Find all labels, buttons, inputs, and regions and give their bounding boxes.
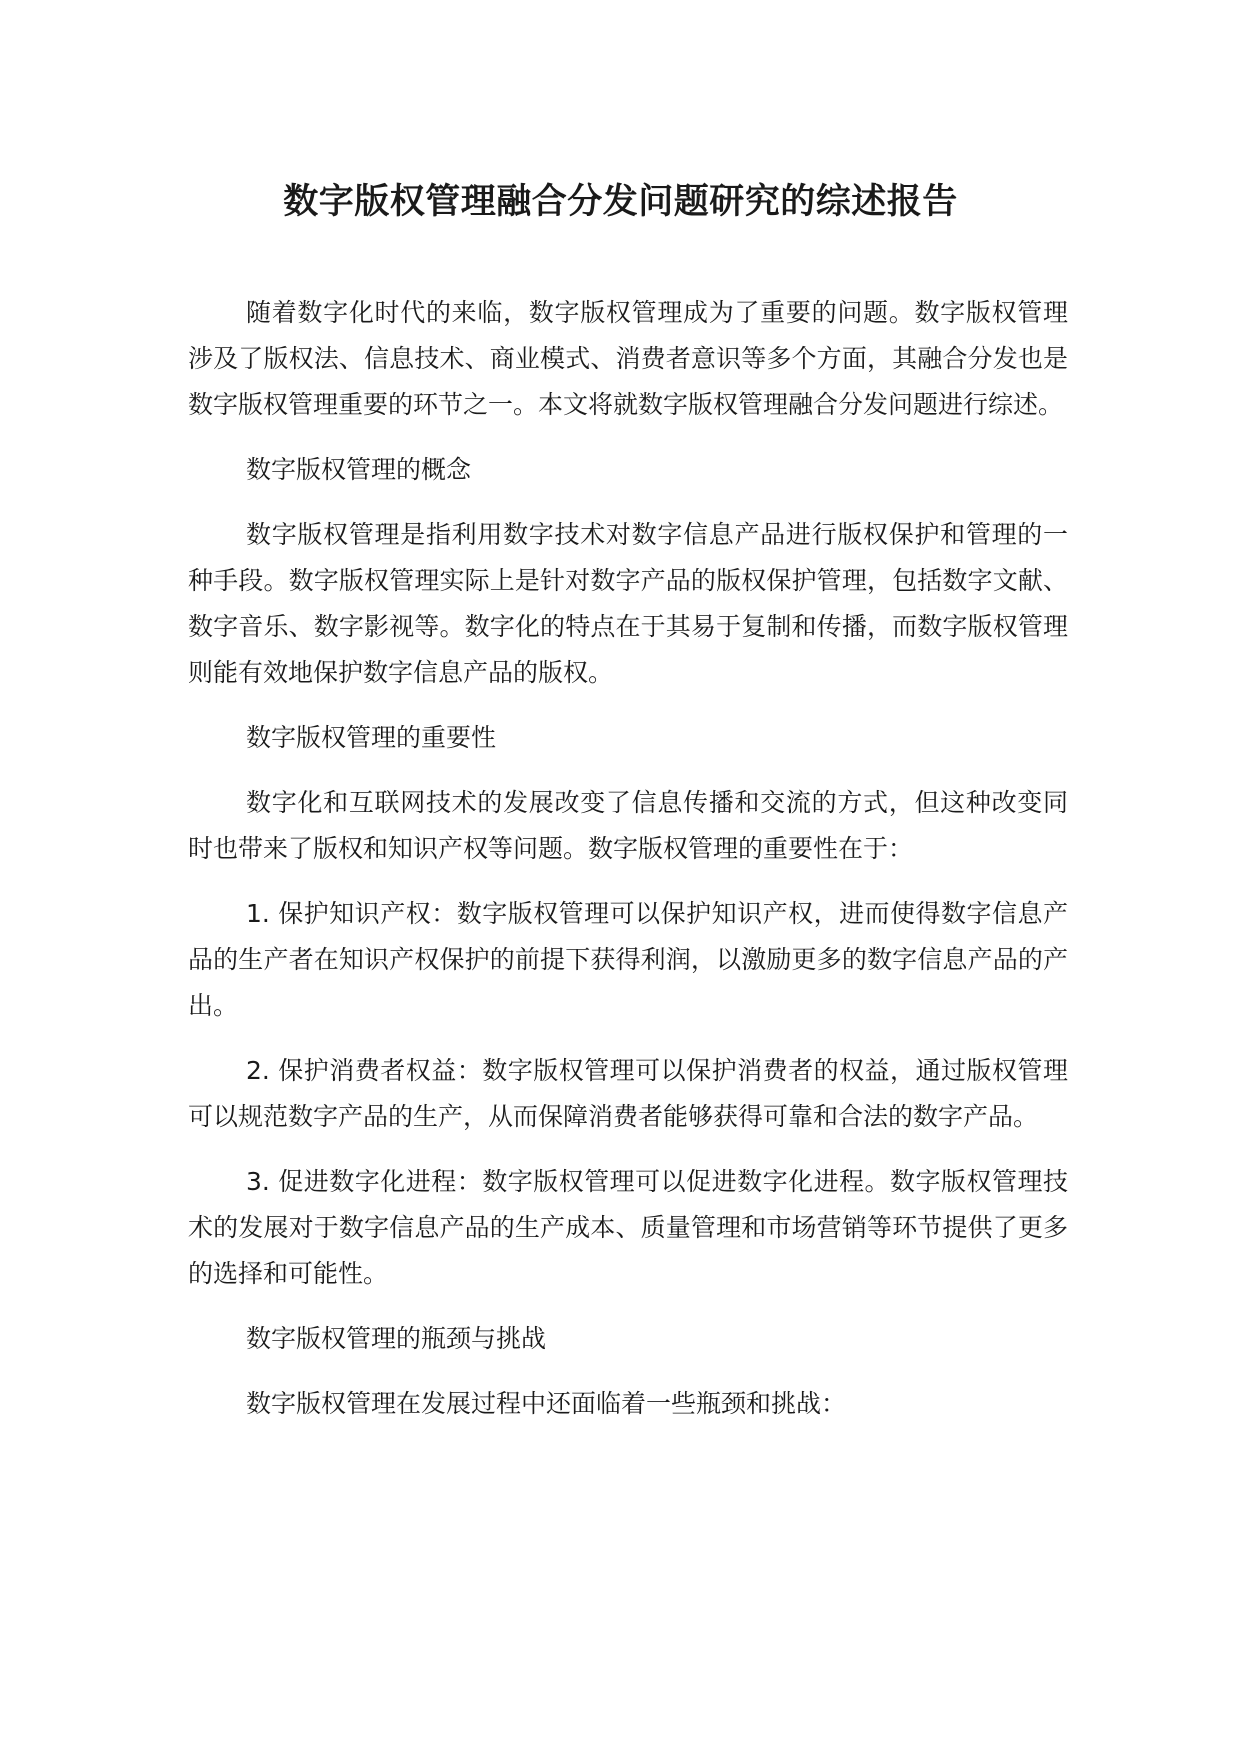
list-item-protect-consumers: 2. 保护消费者权益：数字版权管理可以保护消费者的权益，通过版权管理可以规范数字产品的生产，从而保障消费者能够获得可靠和合法的数字产品。 — [188, 1056, 1068, 1131]
section-heading-challenges: 数字版权管理的瓶颈与挑战 — [246, 1324, 547, 1353]
list-item-protect-ip: 1. 保护知识产权：数字版权管理可以保护知识产权，进而使得数字信息产品的生产者在知识产权保护的前提下获得利润，以激励更多的数字信息产品的产出。 — [188, 899, 1068, 1020]
intro-paragraph: 随着数字化时代的来临，数字版权管理成为了重要的问题。数字版权管理涉及了版权法、信息技术、商业模式、消费者意识等多个方面，其融合分发也是数字版权管理重要的环节之一。本文将就数字版权管理融合分发问题进行综述。 — [188, 298, 1068, 419]
document-body — [188, 290, 1068, 1446]
importance-paragraph: 数字化和互联网技术的发展改变了信息传播和交流的方式，但这种改变同时也带来了版权和知识产权等问题。数字版权管理的重要性在于： — [188, 788, 1068, 863]
section-heading-importance: 数字版权管理的重要性 — [246, 723, 497, 752]
document-title: 数字版权管理融合分发问题研究的综述报告 — [283, 182, 958, 222]
challenges-paragraph: 数字版权管理在发展过程中还面临着一些瓶颈和挑战： — [246, 1389, 847, 1418]
list-item-promote-digitization: 3. 促进数字化进程：数字版权管理可以促进数字化进程。数字版权管理技术的发展对于数字信息产品的生产成本、质量管理和市场营销等环节提供了更多的选择和可能性。 — [188, 1167, 1068, 1288]
concept-paragraph: 数字版权管理是指利用数字技术对数字信息产品进行版权保护和管理的一种手段。数字版权管理实际上是针对数字产品的版权保护管理，包括数字文献、数字音乐、数字影视等。数字化的特点在于其易于复制和传播，而数字版权管理则能有效地保护数字信息产品的版权。 — [188, 520, 1068, 687]
section-heading-concept: 数字版权管理的概念 — [246, 455, 472, 484]
